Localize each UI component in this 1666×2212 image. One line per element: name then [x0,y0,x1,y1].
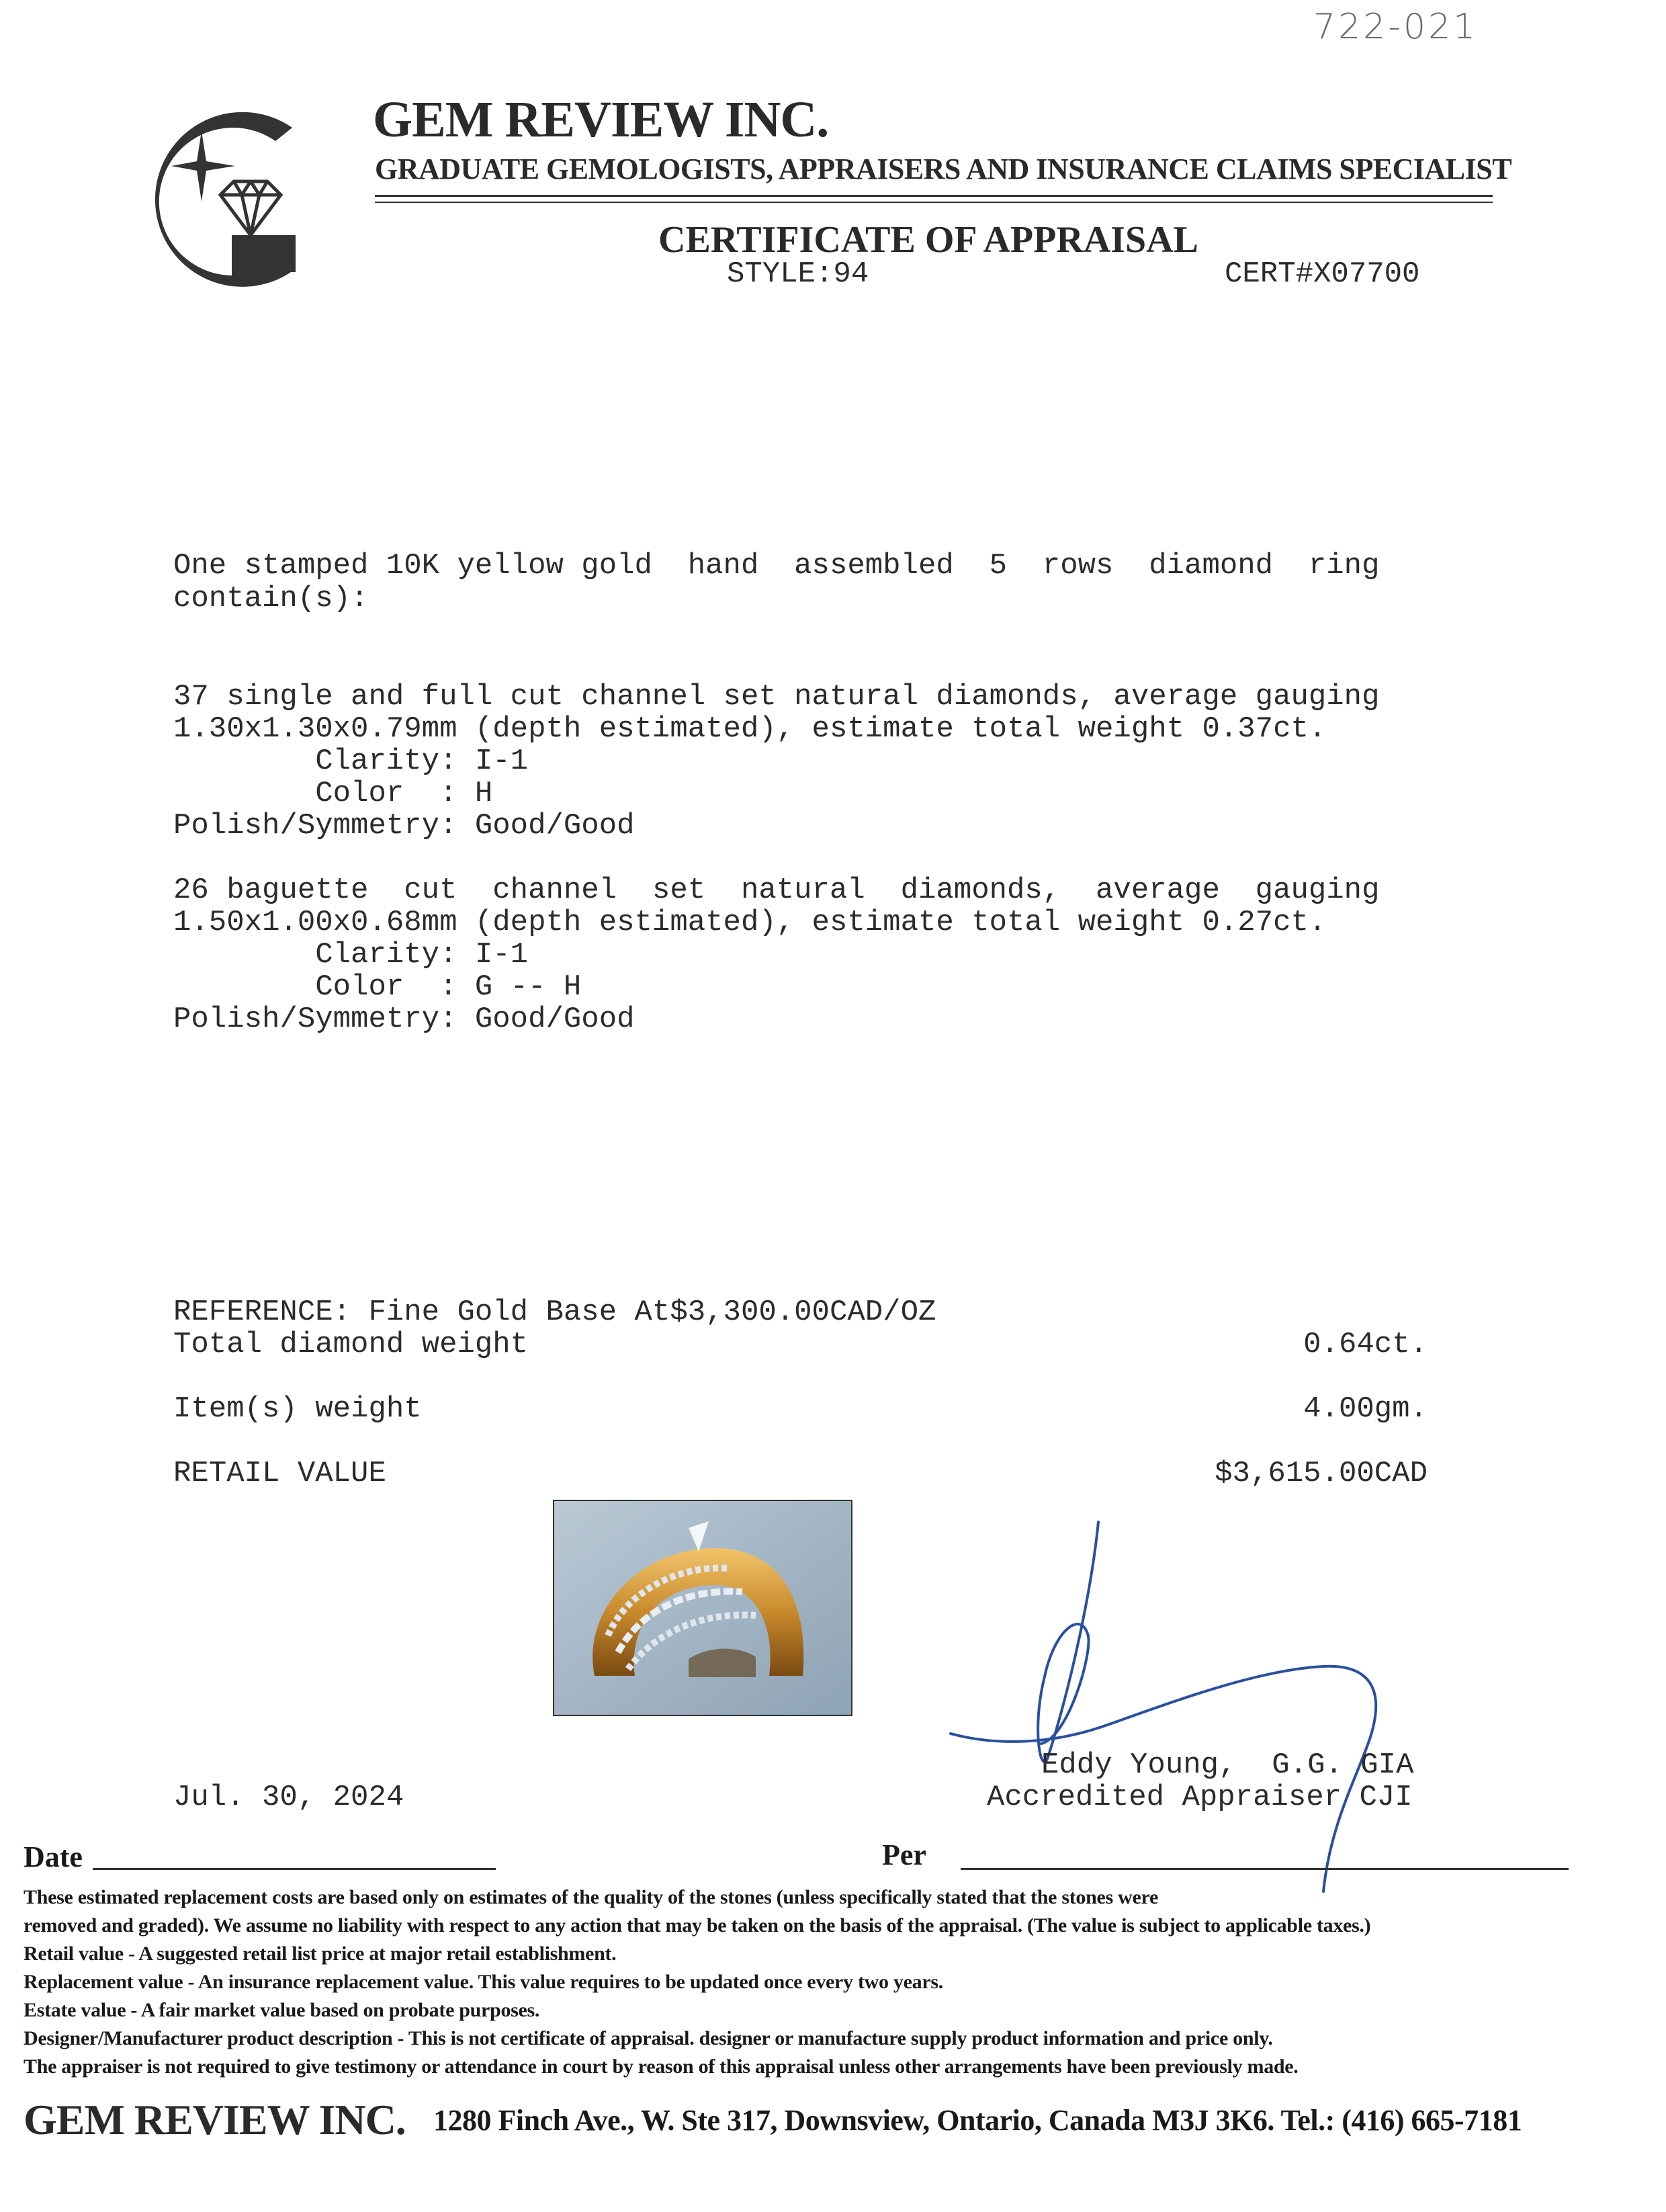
stone-polish-symmetry: Polish/Symmetry: Good/Good [173,1003,635,1036]
header-divider [375,202,1493,203]
per-signature-line [961,1868,1569,1870]
appraiser-name: Eddy Young, G.G. GIA [1041,1748,1414,1782]
certificate-title: CERTIFICATE OF APPRAISAL [658,219,1198,261]
style-number: STYLE:94 [727,257,869,291]
disclaimer-line: Retail value - A suggested retail list price at major retail establishment. [24,1943,617,1965]
item-description: One stamped 10K yellow gold hand assembled 5 rows diamond ring [173,549,1380,583]
item-weight-label: Item(s) weight [173,1392,422,1426]
disclaimer-line: removed and graded). We assume no liability with respect to any action that may be taken on the basis of the appraisal. (The value is subject to applicable taxes.) [24,1914,1371,1937]
disclaimer-line: Replacement value - An insurance replacement value. This value requires to be updated once every two years. [24,1971,943,1993]
footer-company-name: GEM REVIEW INC. [24,2096,406,2143]
ring-icon [554,1501,851,1715]
gold-reference: REFERENCE: Fine Gold Base At$3,300.00CAD/OZ [173,1295,936,1329]
total-diamond-weight-label: Total diamond weight [173,1328,529,1361]
stone-polish-symmetry: Polish/Symmetry: Good/Good [173,809,635,843]
certificate-number: CERT#X07700 [1225,257,1420,291]
stone-description: 37 single and full cut channel set natural diamonds, average gauging [173,680,1380,714]
date-signature-line [93,1868,496,1870]
retail-value-label: RETAIL VALUE [173,1457,386,1490]
company-name: GEM REVIEW INC. [373,91,829,148]
disclaimer-line: Estate value - A fair market value based on probate purposes. [24,1999,540,2021]
disclaimer-line: These estimated replacement costs are based only on estimates of the quality of the stones (unless specifically stated that the stones were [24,1886,1158,1908]
footer-address: 1280 Finch Ave., W. Ste 317, Downsview, Ontario, Canada M3J 3K6. Tel.: (416) 665-7181 [433,2104,1522,2137]
retail-value-amount: $3,615.00CAD [1215,1457,1428,1490]
company-tagline: GRADUATE GEMOLOGISTS, APPRAISERS AND INSURANCE CLAIMS SPECIALIST [375,153,1512,185]
stone-color: Color : G -- H [173,970,582,1004]
ring-photo [553,1500,852,1716]
stone-clarity: Clarity: I-1 [173,938,529,972]
handwritten-note: 722-021 [1313,7,1479,47]
stone-clarity: Clarity: I-1 [173,745,529,778]
stone-gauging: 1.50x1.00x0.68mm (depth estimated), estimate total weight 0.27ct. [173,906,1327,939]
stone-color: Color : H [173,777,493,810]
disclaimer-line: The appraiser is not required to give testimony or attendance in court by reason of this appraisal unless other arrangements have been previously made. [24,2055,1299,2078]
stone-description: 26 baguette cut channel set natural diamonds, average gauging [173,874,1380,907]
header-divider [375,195,1493,197]
item-description-contains: contain(s): [173,582,369,615]
disclaimer-line: Designer/Manufacturer product description - This is not certificate of appraisal. designer or manufacture supply product information and price only. [24,2027,1273,2049]
per-label: Per [882,1838,926,1871]
total-diamond-weight-value: 0.64ct. [1303,1328,1428,1361]
date-label: Date [24,1840,83,1873]
appraiser-signature [947,1515,1417,1898]
item-weight-value: 4.00gm. [1303,1392,1428,1426]
appraiser-title: Accredited Appraiser CJI [987,1781,1413,1814]
stone-gauging: 1.30x1.30x0.79mm (depth estimated), estimate total weight 0.37ct. [173,712,1327,746]
gem-review-logo-icon [121,101,322,302]
appraisal-date: Jul. 30, 2024 [173,1781,404,1814]
